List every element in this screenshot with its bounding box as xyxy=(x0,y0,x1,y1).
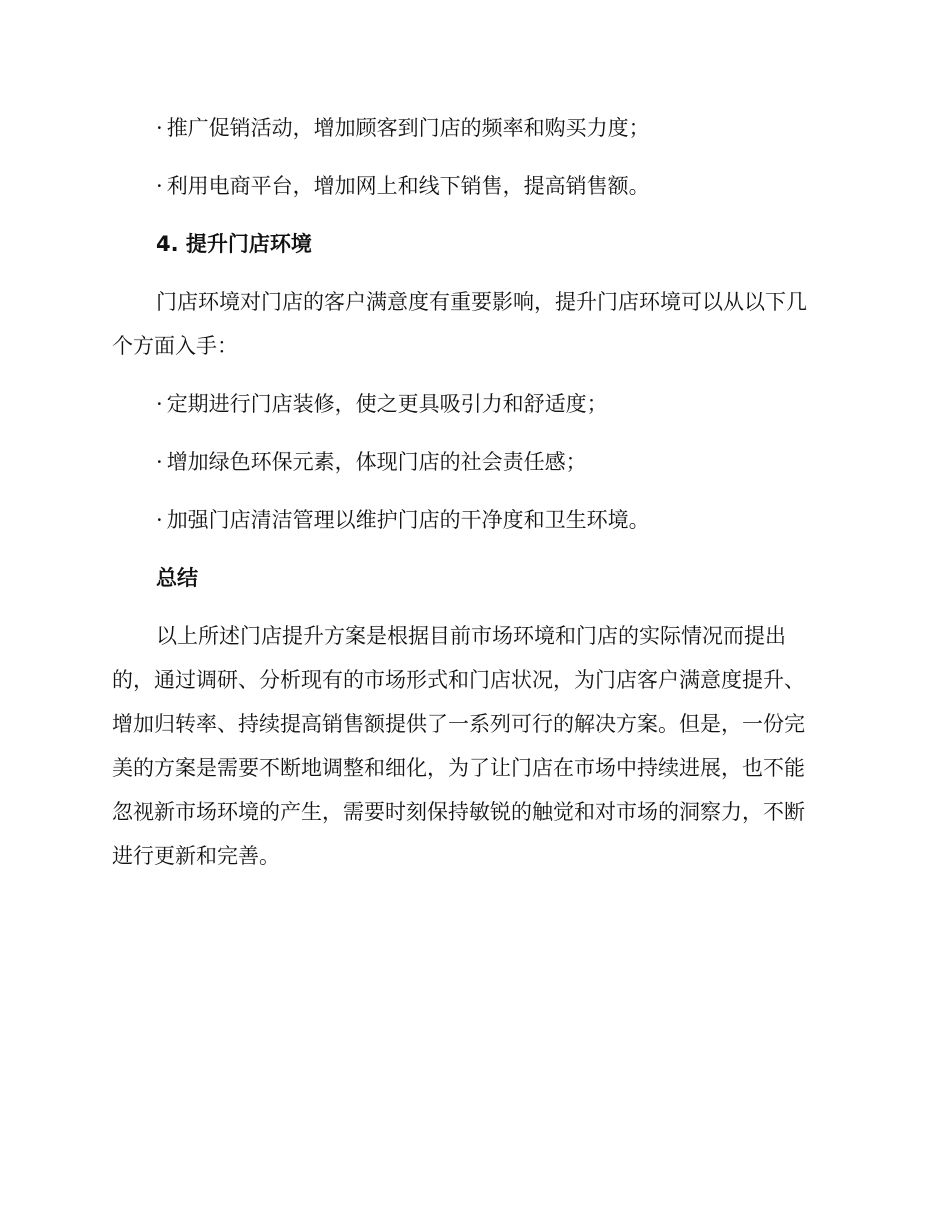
bullet-text: 利用电商平台，增加网上和线下销售，提高销售额。 xyxy=(166,174,650,198)
document-content xyxy=(112,106,832,892)
bullet-item xyxy=(112,106,832,150)
bullet-item xyxy=(112,164,832,208)
paragraph-line: 增加归转率、持续提高销售额提供了一系列可行的解决方案。但是，一份完 xyxy=(112,712,805,736)
section-heading: 4. 提升门店环境 xyxy=(156,232,312,256)
bullet-item xyxy=(112,382,832,426)
paragraph-line: 美的方案是需要不断地调整和细化，为了让门店在市场中持续进展，也不能 xyxy=(112,756,805,780)
bullet-text: 定期进行门店装修，使之更具吸引力和舒适度； xyxy=(166,392,608,416)
bullet-dot: · xyxy=(156,116,163,140)
summary-paragraph xyxy=(112,614,832,878)
bullet-dot: · xyxy=(156,450,163,474)
summary-heading: 总结 xyxy=(156,566,198,590)
bullet-text: 加强门店清洁管理以维护门店的干净度和卫生环境。 xyxy=(166,508,650,532)
paragraph-line: 进行更新和完善。 xyxy=(112,844,280,868)
bullet-dot: · xyxy=(156,174,163,198)
paragraph-line: 的，通过调研、分析现有的市场形式和门店状况，为门店客户满意度提升、 xyxy=(112,668,805,692)
bullet-item xyxy=(112,498,832,542)
bullet-item xyxy=(112,440,832,484)
paragraph-line: 以上所述门店提升方案是根据目前市场环境和门店的实际情况而提出 xyxy=(156,624,786,648)
paragraph-line: 门店环境对门店的客户满意度有重要影响，提升门店环境可以从以下几 xyxy=(156,290,807,314)
bullet-dot: · xyxy=(156,508,163,532)
bullet-text: 增加绿色环保元素，体现门店的社会责任感； xyxy=(166,450,587,474)
paragraph-line: 忽视新市场环境的产生，需要时刻保持敏锐的触觉和对市场的洞察力，不断 xyxy=(112,800,805,824)
bullet-text: 推广促销活动，增加顾客到门店的频率和购买力度； xyxy=(166,116,650,140)
section-intro-paragraph xyxy=(112,280,832,368)
paragraph-line: 个方面入手： xyxy=(112,334,238,358)
bullet-dot: · xyxy=(156,392,163,416)
